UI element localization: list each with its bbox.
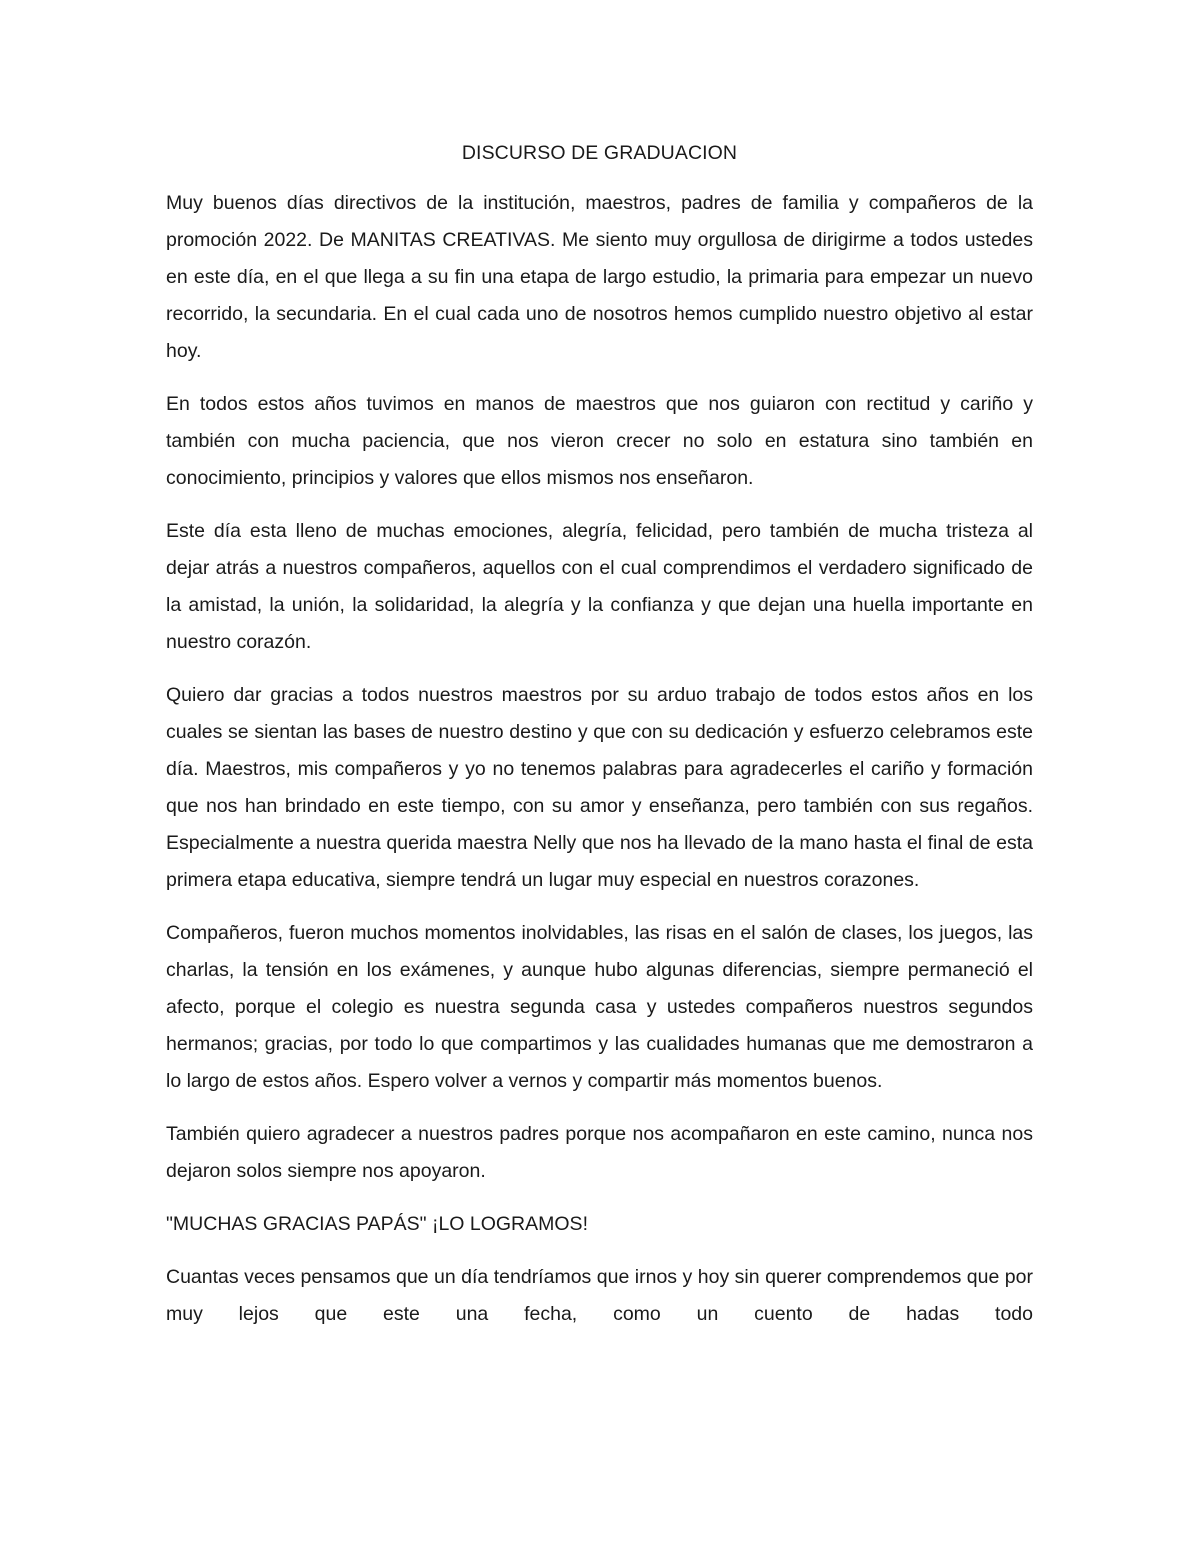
paragraph-teachers-guidance: En todos estos años tuvimos en manos de maestros que nos guiaron con rectitud y cariño y también con mucha paciencia, que nos vieron crecer no solo en estatura sino también en conocimiento, principios y valores que ellos mismos nos enseñaron. [166,393,1033,489]
paragraph-thanks-parents: También quiero agradecer a nuestros padres porque nos acompañaron en este camino, nunca nos dejaron solos siempre nos apoyaron. [166,1123,1033,1182]
paragraph-emotions: Este día esta lleno de muchas emociones, alegría, felicidad, pero también de mucha tristeza al dejar atrás a nuestros compañeros, aquellos con el cual comprendimos el verdadero significado de la amistad, la unión, la solidaridad, la alegría y la confianza y que dejan una huella importante en nuestro corazón. [166,520,1033,653]
document-body [166,137,1033,1349]
document-title: DISCURSO DE GRADUACION [461,142,738,164]
paragraph-greeting: Muy buenos días directivos de la institución, maestros, padres de familia y compañeros de la promoción 2022. De MANITAS CREATIVAS. Me siento muy orgullosa de dirigirme a todos ustedes en este día, en el que llega a su fin una etapa de largo estudio, la primaria para empezar un nuevo recorrido, la secundaria. En el cual cada uno de nosotros hemos cumplido nuestro objetivo al estar hoy. [166,192,1033,362]
exclamation-line: "MUCHAS GRACIAS PAPÁS" ¡LO LOGRAMOS! [166,1213,588,1235]
paragraph-thanks-teachers: Quiero dar gracias a todos nuestros maestros por su arduo trabajo de todos estos años en los cuales se sientan las bases de nuestro destino y que con su dedicación y esfuerzo celebramos este día. Maestros, mis compañeros y yo no tenemos palabras para agradecerles el cariño y formación que nos han brindado en este tiempo, con su amor y enseñanza, pero también con sus regaños. Especialmente a nuestra querida maestra Nelly que nos ha llevado de la mano hasta el final de esta primera etapa educativa, siempre tendrá un lugar muy especial en nuestros corazones. [166,684,1033,891]
paragraph-closing-fragment: Cuantas veces pensamos que un día tendríamos que irnos y hoy sin querer comprendemos que por muy lejos que este una fecha, como un cuento de hadas todo [166,1266,1033,1325]
paragraph-classmates: Compañeros, fueron muchos momentos inolvidables, las risas en el salón de clases, los juegos, las charlas, la tensión en los exámenes, y aunque hubo algunas diferencias, siempre permaneció el afecto, porque el colegio es nuestra segunda casa y ustedes compañeros nuestros segundos hermanos; gracias, por todo lo que compartimos y las cualidades humanas que me demostraron a lo largo de estos años. Espero volver a vernos y compartir más momentos buenos. [166,922,1033,1092]
